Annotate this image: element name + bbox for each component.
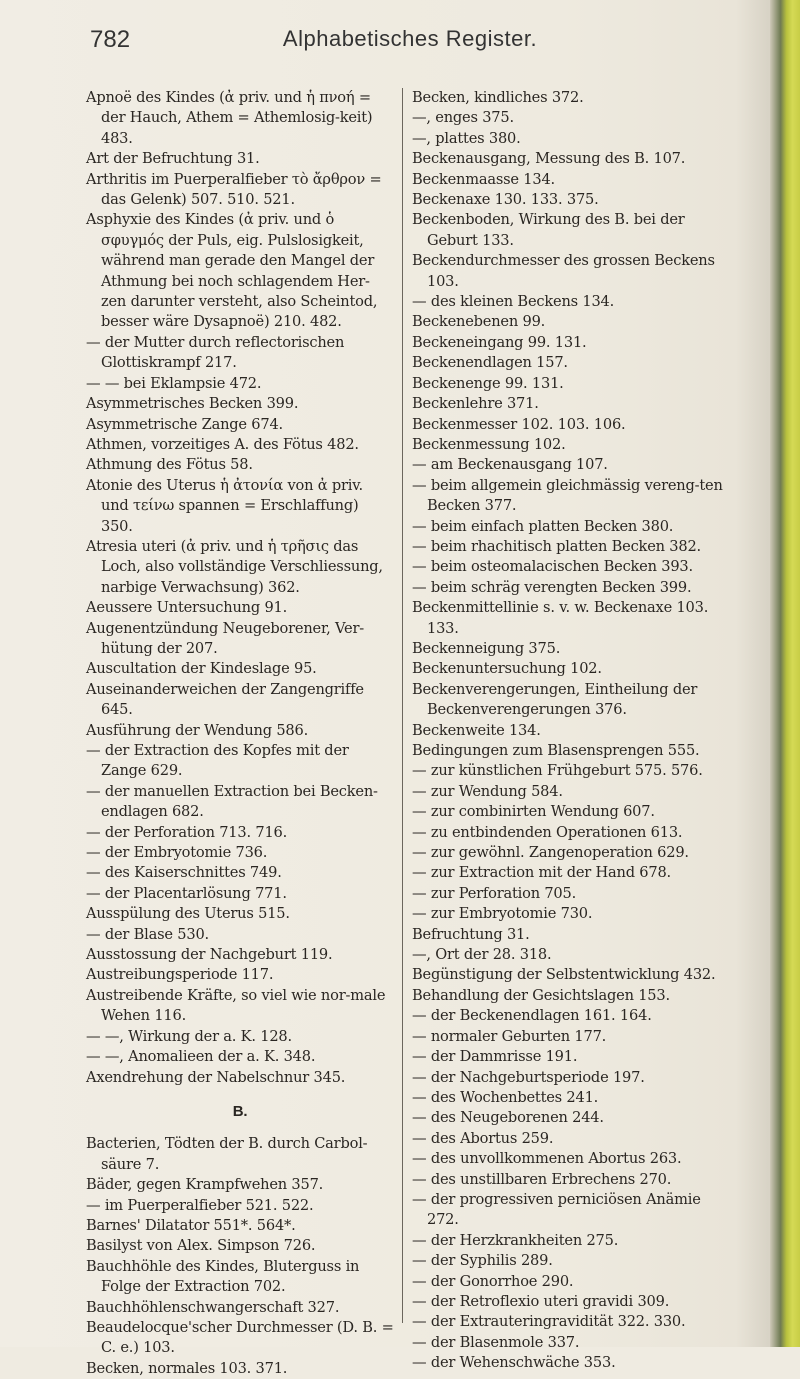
index-entry: Beckendurchmesser des grossen Beckens 103. xyxy=(412,252,715,290)
index-entry: — zur Wendung 584. xyxy=(412,782,563,800)
index-entry: Behandlung der Gesichtslagen 153. xyxy=(412,986,670,1004)
index-entry: — am Beckenausgang 107. xyxy=(412,456,608,474)
index-entry: Arthritis im Puerperalfieber τὸ ἄρθρον = das Gelenk) 507. 510. 521. xyxy=(86,170,382,209)
index-entry: — —, Anomalieen der a. K. 348. xyxy=(86,1048,316,1066)
index-entry: — der progressiven perniciösen Anämie 272. xyxy=(412,1190,701,1229)
index-entry: — der Mutter durch reflectorischen Glottiskrampf 217. xyxy=(86,333,345,372)
index-entry: — der Wehenschwäche 353. xyxy=(412,1354,616,1372)
index-entry: — der Gonorrhoe 290. xyxy=(412,1272,574,1290)
index-entry: Beckenverengerungen, Eintheilung der Beckenverengerungen 376. xyxy=(412,680,698,719)
index-entry: Beckeneingang 99. 131. xyxy=(412,333,587,351)
index-entry: — des Kaiserschnittes 749. xyxy=(86,864,282,882)
index-entry: Aeussere Untersuchung 91. xyxy=(86,599,288,617)
index-entry: Bacterien, Tödten der B. durch Carbol-säure 7. xyxy=(86,1135,368,1173)
page-header xyxy=(90,26,730,60)
index-entry: — des Wochenbettes 241. xyxy=(412,1088,599,1106)
index-entry: Beckenenge 99. 131. xyxy=(412,374,564,392)
index-entry: — der Extraction des Kopfes mit der Zange 629. xyxy=(86,742,349,780)
index-entry: Barnes' Dilatator 551*. 564*. xyxy=(86,1216,296,1234)
index-entry: Austreibungsperiode 117. xyxy=(86,966,274,984)
index-entry: — der Retroflexio uteri gravidi 309. xyxy=(412,1292,670,1310)
index-entry: — des Neugeborenen 244. xyxy=(412,1109,604,1127)
index-entry: Beckenlehre 371. xyxy=(412,395,539,413)
index-entry: — beim rhachitisch platten Becken 382. xyxy=(412,537,701,555)
index-entry: — — bei Eklampsie 472. xyxy=(86,374,262,392)
index-entry: Bedingungen zum Blasensprengen 555. xyxy=(412,742,700,759)
index-entry: Beckenweite 134. xyxy=(412,721,541,739)
index-entry: — beim allgemein gleichmässig vereng-ten Becken 377. xyxy=(412,476,723,515)
index-entry: — der Dammrisse 191. xyxy=(412,1048,578,1066)
index-entry: Augenentzündung Neugeborener, Ver-hütung der 207. xyxy=(86,619,364,657)
index-entry: Beckenausgang, Messung des B. 107. xyxy=(412,150,686,168)
index-entry: — der Beckenendlagen 161. 164. xyxy=(412,1007,652,1025)
index-entry: — zur künstlichen Frühgeburt 575. 576. xyxy=(412,762,703,780)
index-entry: Asphyxie des Kindes (ἀ priv. und ὁ σφυγμός der Puls, eig. Pulslosigkeit, während man gerade den Mangel der Athmung bei noch schlagendem Her-zen darunter versteht, also Scheintod, besser wäre Dysapnoë) 210. 482. xyxy=(86,211,378,331)
index-entry: Basilyst von Alex. Simpson 726. xyxy=(86,1237,316,1255)
index-entry: Ausführung der Wendung 586. xyxy=(86,721,309,739)
index-entry: Beckenmesser 102. 103. 106. xyxy=(412,415,626,433)
index-entry: — des unstillbaren Erbrechens 270. xyxy=(412,1170,672,1188)
page-edge xyxy=(770,0,800,1347)
index-entry: Beckenmittellinie s. v. w. Beckenaxe 103. 133. xyxy=(412,599,709,637)
index-entry: — der Extrauteringravidität 322. 330. xyxy=(412,1313,686,1331)
index-entry: Ausspülung des Uterus 515. xyxy=(86,905,290,923)
index-entry: — des unvollkommenen Abortus 263. xyxy=(412,1150,682,1168)
index-entry: Athmen, vorzeitiges A. des Fötus 482. xyxy=(86,435,359,453)
index-entry: — der Nachgeburtsperiode 197. xyxy=(412,1068,645,1086)
index-entry: — der Blasenmole 337. xyxy=(412,1333,580,1351)
index-entry: Becken, normales 103. 371. xyxy=(86,1359,288,1377)
index-entry: Auseinanderweichen der Zangengriffe 645. xyxy=(86,680,364,719)
index-entry: Atonie des Uterus ἡ ἀτονία von ἀ priv. und τείνω spannen = Erschlaffung) 350. xyxy=(86,476,363,535)
index-entry: Art der Befruchtung 31. xyxy=(86,150,260,168)
index-entry: — zur Embryotomie 730. xyxy=(412,905,593,923)
index-entry: Becken, kindliches 372. xyxy=(412,89,584,106)
index-entry: Beckenboden, Wirkung des B. bei der Geburt 133. xyxy=(412,211,685,249)
column-divider xyxy=(402,88,403,1323)
index-entry: —, enges 375. xyxy=(412,109,514,127)
index-entry: — des kleinen Beckens 134. xyxy=(412,293,615,311)
index-column-left xyxy=(86,88,394,1379)
index-entry: — der Blase 530. xyxy=(86,925,209,943)
index-entry: — der Herzkrankheiten 275. xyxy=(412,1231,619,1249)
index-entry: — beim einfach platten Becken 380. xyxy=(412,517,674,535)
index-entry: Axendrehung der Nabelschnur 345. xyxy=(86,1068,346,1086)
index-entry: Athmung des Fötus 58. xyxy=(86,456,253,474)
index-entry: Begünstigung der Selbstentwicklung 432. xyxy=(412,966,716,984)
index-entry: Beaudelocque'scher Durchmesser (D. B. = C. e.) 103. xyxy=(86,1318,394,1357)
index-entry: — der Embryotomie 736. xyxy=(86,844,268,862)
index-entry: — beim osteomalacischen Becken 393. xyxy=(412,558,693,576)
index-entry: — —, Wirkung der a. K. 128. xyxy=(86,1027,292,1045)
index-entry: Beckenebenen 99. xyxy=(412,313,546,331)
index-entry: — zur Perforation 705. xyxy=(412,884,577,902)
index-entry: Atresia uteri (ἀ priv. und ἡ τρῆσις das Loch, also vollständige Verschliessung, narbige Verwachsung) 362. xyxy=(86,537,383,596)
index-entry: — beim schräg verengten Becken 399. xyxy=(412,578,692,596)
index-entry: Austreibende Kräfte, so viel wie nor-male Wehen 116. xyxy=(86,986,386,1025)
index-entry: — der Syphilis 289. xyxy=(412,1252,553,1270)
running-title: Alphabetisches Register. xyxy=(282,26,538,51)
index-entry: Auscultation der Kindeslage 95. xyxy=(86,660,317,678)
index-entry: Beckenneigung 375. xyxy=(412,639,561,657)
index-entry: Beckenaxe 130. 133. 375. xyxy=(412,191,599,209)
index-entry: — der Placentarlösung 771. xyxy=(86,884,287,902)
index-entry: Bauchhöhlenschwangerschaft 327. xyxy=(86,1298,340,1316)
index-entry: — der manuellen Extraction bei Becken-endlagen 682. xyxy=(86,782,378,821)
index-entry: Beckenmaasse 134. xyxy=(412,170,556,188)
index-entry: —, plattes 380. xyxy=(412,129,521,147)
index-entry: — zur Extraction mit der Hand 678. xyxy=(412,864,671,882)
index-entry: — des Abortus 259. xyxy=(412,1129,554,1147)
index-entry: — im Puerperalfieber 521. 522. xyxy=(86,1196,314,1214)
index-entry: — zur combinirten Wendung 607. xyxy=(412,803,655,821)
page-number: 782 xyxy=(90,26,131,53)
index-entry: — zur gewöhnl. Zangenoperation 629. xyxy=(412,844,689,862)
index-entry: Asymmetrische Zange 674. xyxy=(86,415,283,433)
index-entry: Bauchhöhle des Kindes, Bluterguss in Folge der Extraction 702. xyxy=(86,1257,360,1296)
index-entry: Apnoë des Kindes (ἀ priv. und ἡ πνοή = der Hauch, Athem = Athemlosig-keit) 483. xyxy=(86,89,373,147)
index-entry: — normaler Geburten 177. xyxy=(412,1027,607,1045)
index-entry: — zu entbindenden Operationen 613. xyxy=(412,823,683,841)
index-entry: — der Perforation 713. 716. xyxy=(86,823,288,841)
index-entry: Beckenendlagen 157. xyxy=(412,354,568,372)
index-column-right xyxy=(412,88,734,1374)
index-entry: —, Ort der 28. 318. xyxy=(412,946,552,964)
section-heading: B. xyxy=(232,1102,248,1120)
index-entry: Befruchtung 31. xyxy=(412,925,530,943)
index-entry: Asymmetrisches Becken 399. xyxy=(86,395,299,413)
index-entry: Beckenmessung 102. xyxy=(412,435,566,453)
index-entry: Ausstossung der Nachgeburt 119. xyxy=(86,946,333,964)
index-entry: Beckenuntersuchung 102. xyxy=(412,660,602,678)
index-entry: Bäder, gegen Krampfwehen 357. xyxy=(86,1176,324,1194)
